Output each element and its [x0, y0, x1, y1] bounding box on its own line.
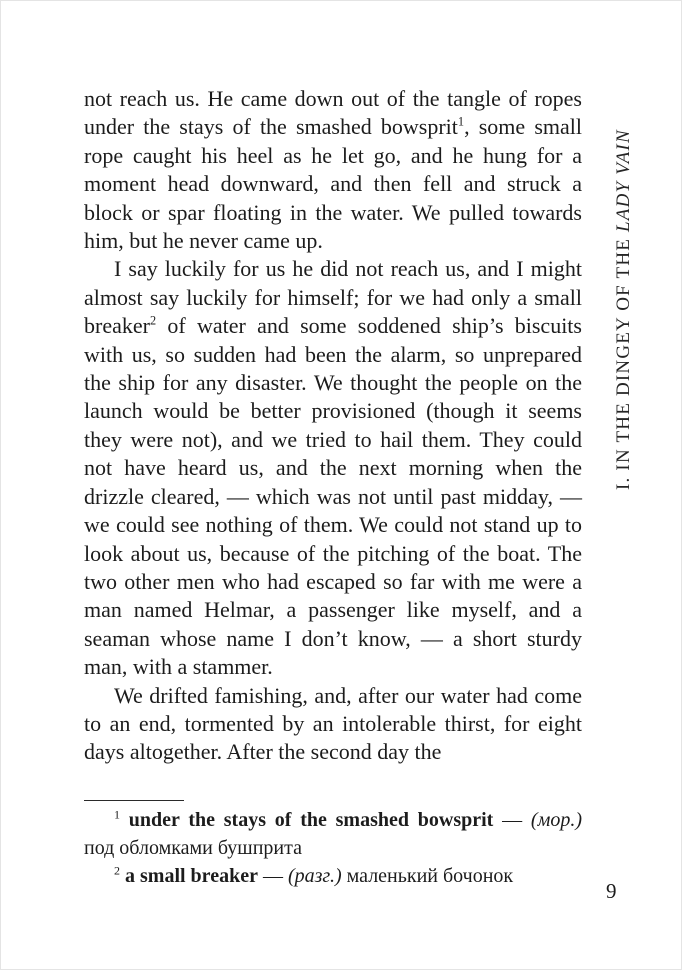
- footnote-term: under the stays of the smashed bowsprit: [128, 809, 494, 831]
- footnote: [84, 862, 582, 890]
- paragraph-text: I say luckily for us he did not reach us, and I might almost say luckily for himself; for we had only a small breaker: [84, 256, 582, 339]
- running-head-vertical: [613, 129, 635, 490]
- footnote-marker: 2: [114, 863, 120, 878]
- footnote-usage-label: (мор.): [530, 809, 582, 831]
- paragraph-text: , some small rope caught his heel as he let go, and he hung for a moment head downward, and then fell and struck a block or spar floating in the water. We pulled towards him, but he never came up.: [84, 114, 583, 254]
- footnote-usage-label: (разг.): [287, 865, 342, 887]
- paragraph-text: not reach us. He came down out of the tangle of ropes under the stays of the smashed bowsprit: [84, 86, 582, 140]
- paragraph: [84, 255, 582, 681]
- paragraph: [84, 682, 582, 767]
- page-number: 9: [606, 879, 617, 903]
- footnote-ref-1: 1: [457, 115, 465, 130]
- footnote-ref-2: 2: [149, 313, 157, 328]
- footnote-translation: под обломками бушприта: [84, 837, 302, 859]
- footnote-translation: маленький бочонок: [341, 865, 514, 887]
- footnote-sep: —: [493, 809, 531, 831]
- footnote-separator-rule: [84, 800, 184, 801]
- footnote-sep: —: [257, 865, 288, 887]
- paragraph: [84, 85, 582, 255]
- running-head-text: I. IN THE DINGEY OF THE: [613, 231, 634, 490]
- body-text: [84, 85, 582, 767]
- footnote: [84, 806, 582, 862]
- footnotes: [84, 800, 582, 890]
- running-head-book-title: LADY VAIN: [613, 129, 634, 232]
- footnote-marker: 1: [114, 807, 120, 822]
- paragraph-text: We drifted famishing, and, after our water had come to an end, tormented by an intolerable thirst, for eight days altogether. After the second day the: [84, 682, 582, 765]
- footnote-term: a small breaker: [125, 865, 258, 887]
- paragraph-text: of water and some soddened ship’s biscuits with us, so sudden had been the alarm, so unprepared the ship for any disaster. We thought the people on the launch would be better provisioned (though it seems they were not), and we tried to hail them. They could not have heard us, and the next morning when the drizzle cleared, — which was not until past midday, — we could see nothing of them. We could not stand up to look about us, because of the pitching of the boat. The two other men who had escaped so far with me were a man named Helmar, a passenger like myself, and a seaman whose name I don’t know, — a short sturdy man, with a stammer.: [84, 313, 582, 680]
